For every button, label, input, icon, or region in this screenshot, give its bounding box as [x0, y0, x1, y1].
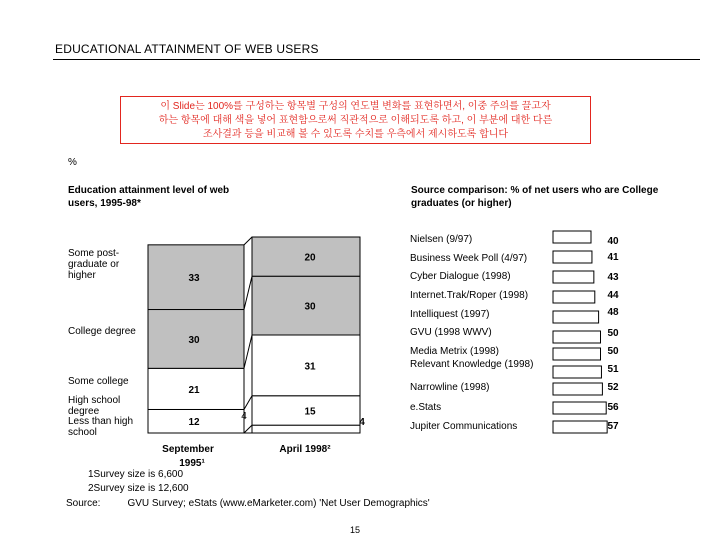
- segment-value-label: 30: [304, 301, 316, 313]
- right-chart-heading: Source comparison: % of net users who are College graduates (or higher): [411, 185, 659, 209]
- footnote-2: 2Survey size is 12,600: [88, 483, 189, 494]
- segment-value-label: 12: [188, 417, 200, 429]
- series-label: High school degree: [68, 395, 121, 417]
- source-category-label: Media Metrix (1998): [410, 346, 499, 357]
- source-text: GVU Survey; eStats (www.eMarketer.com) 'Net User Demographics': [127, 498, 430, 509]
- stacked-bar-segment: [252, 425, 360, 433]
- source-category-label: Internet.Trak/Roper (1998): [410, 290, 529, 301]
- source-category-label: Jupiter Communications: [410, 421, 518, 432]
- source-value-label: 50: [607, 346, 619, 357]
- source-value-label: 56: [607, 402, 619, 413]
- series-label: Less than high school: [68, 416, 134, 438]
- connector-line: [244, 276, 252, 309]
- note-line: 하는 항목에 대해 색을 넣어 표현함으로써 직관적으로 이해되도록 하고, 이 부분에 대한 다른: [158, 115, 553, 126]
- page-number: 15: [350, 525, 361, 535]
- source-value-label: 41: [607, 252, 619, 263]
- source-bar: [553, 383, 602, 395]
- series-label: College degree: [68, 326, 136, 337]
- segment-value-label: 21: [188, 384, 200, 396]
- source-value-label: 43: [607, 272, 619, 283]
- source-bar: [553, 271, 594, 283]
- source-category-label: GVU (1998 WWV): [410, 327, 492, 338]
- connector-line: [244, 396, 252, 410]
- series-label: Some post-graduate or higher: [68, 248, 120, 281]
- source-bar: [553, 348, 601, 360]
- segment-value-label: 31: [304, 361, 316, 373]
- segment-value-label: 15: [304, 406, 316, 418]
- source-category-label: e.Stats: [410, 402, 442, 413]
- source-category-label: Cyber Dialogue (1998): [410, 271, 511, 282]
- connector-line: [244, 237, 252, 245]
- source-value-label: 52: [607, 382, 619, 393]
- percent-unit-label: %: [68, 157, 77, 168]
- note-line: 이 Slide는 100%를 구성하는 항목별 구성의 연도별 변화를 표현하면서, 이중 주의를 끌고자: [160, 101, 551, 112]
- source-bar: [553, 251, 592, 263]
- source-bar: [553, 366, 601, 378]
- note-line: 조사결과 등을 비교해 볼 수 있도록 수치를 우측에서 제시하도록 합니다: [202, 129, 509, 140]
- source-bar: [553, 231, 591, 243]
- connector-line: [244, 425, 252, 433]
- segment-value-label: 30: [188, 334, 200, 346]
- source-bar: [553, 331, 601, 343]
- page-title: EDUCATIONAL ATTAINMENT OF WEB USERS: [55, 42, 319, 56]
- connector-line: [244, 335, 252, 368]
- source-category-label: Intelliquest (1997): [410, 309, 490, 320]
- footnote-1: 1Survey size is 6,600: [88, 469, 184, 480]
- source-line: [66, 498, 430, 509]
- segment-value-label: 33: [188, 273, 200, 285]
- series-label: Some college: [68, 376, 129, 387]
- source-category-label: Relevant Knowledge (1998): [410, 359, 534, 370]
- segment-value-label: 4: [359, 417, 365, 428]
- source-bar: [553, 421, 607, 433]
- source-bar: [553, 311, 599, 323]
- source-value-label: 57: [607, 421, 619, 432]
- segment-value-label: 20: [304, 252, 316, 264]
- source-value-label: 51: [607, 364, 619, 375]
- category-label: April 1998²: [279, 444, 331, 455]
- source-label: Source:: [66, 498, 101, 509]
- category-label: September: [162, 444, 214, 455]
- left-chart-heading: Education attainment level of web users, 1995-98*: [68, 185, 230, 209]
- source-value-label: 44: [607, 290, 619, 301]
- source-category-label: Nielsen (9/97): [410, 234, 473, 245]
- source-value-label: 40: [607, 236, 619, 247]
- source-value-label: 48: [607, 307, 619, 318]
- source-bar: [553, 291, 595, 303]
- extra-value-label: 4: [241, 411, 247, 422]
- source-category-label: Business Week Poll (4/97): [410, 253, 528, 264]
- source-bar: [553, 402, 606, 414]
- category-label: 1995¹: [179, 458, 205, 469]
- source-value-label: 50: [607, 328, 619, 339]
- source-category-label: Narrowline (1998): [410, 382, 490, 393]
